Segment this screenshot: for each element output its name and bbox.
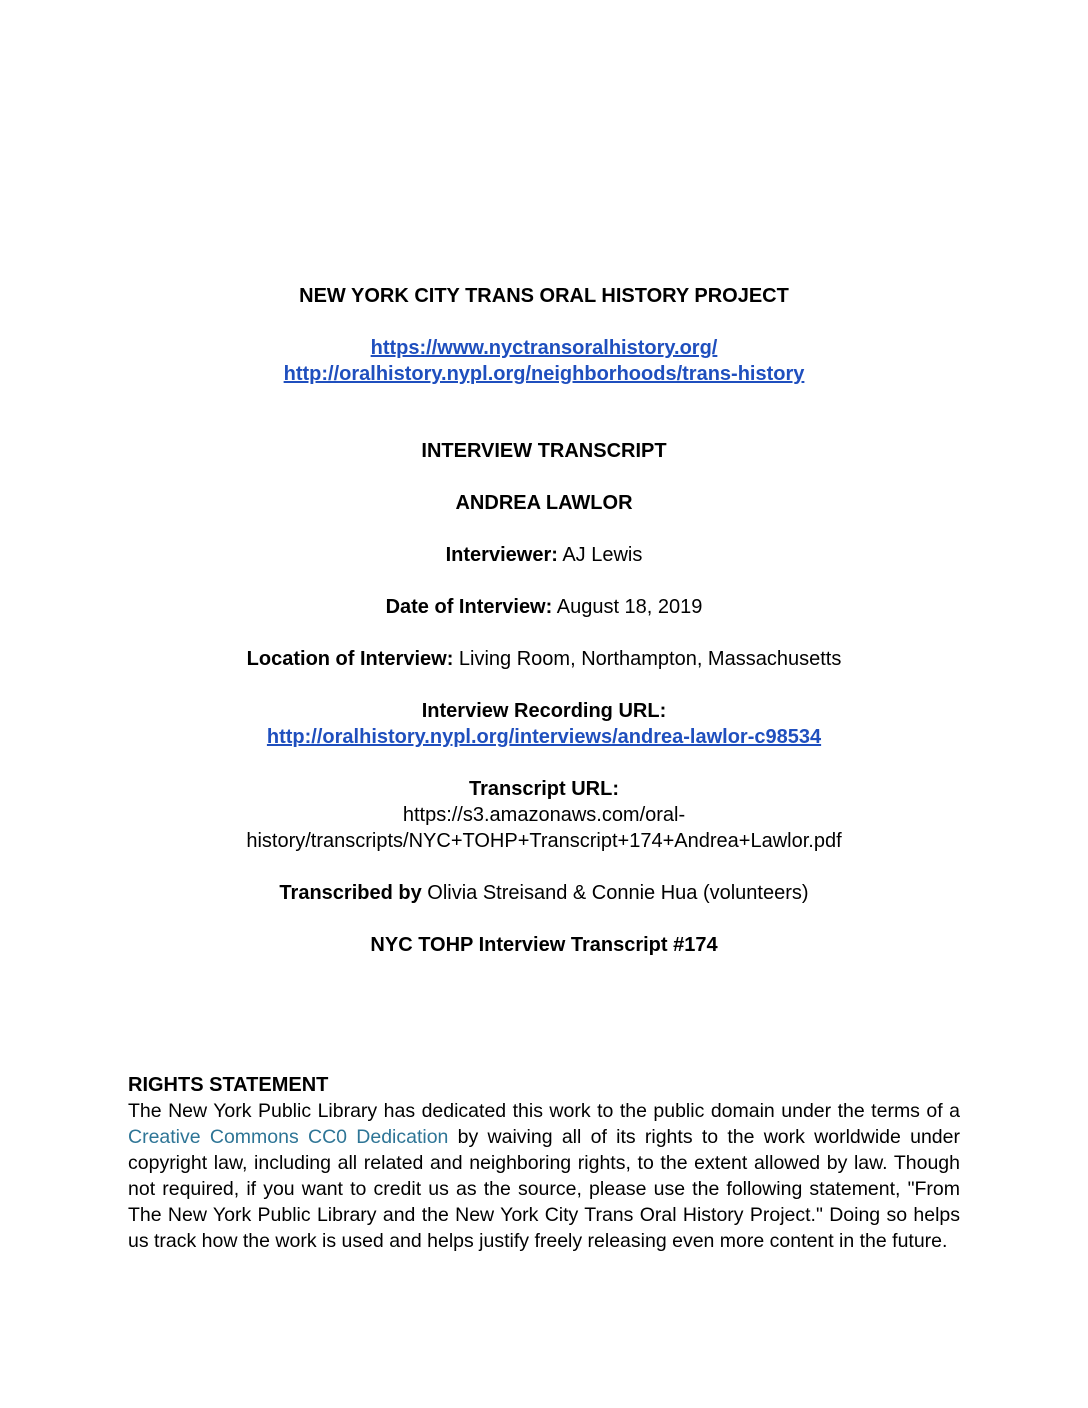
interviewer-row (128, 542, 960, 568)
page-title: NEW YORK CITY TRANS ORAL HISTORY PROJECT (299, 285, 789, 307)
rights-text-before-link: The New York Public Library has dedicated this work to the public domain under the terms of a (128, 1100, 960, 1122)
transcribed-by-row (128, 880, 960, 906)
interviewee-name: ANDREA LAWLOR (455, 492, 633, 514)
location-of-interview-row (128, 646, 960, 672)
neighborhoods-link[interactable]: http://oralhistory.nypl.org/neighborhoods/trans-history (283, 363, 805, 385)
header-link-row (128, 335, 960, 361)
interviewer-value: AJ Lewis (562, 544, 643, 566)
recording-url-link[interactable]: http://oralhistory.nypl.org/interviews/andrea-lawlor-c98534 (266, 726, 822, 748)
transcribed-by-label: Transcribed by (279, 882, 422, 904)
interviewer-label: Interviewer: (445, 544, 558, 566)
transcript-url-line: https://s3.amazonaws.com/oral- (402, 804, 686, 826)
transcript-url-block (128, 776, 960, 854)
recording-url-label: Interview Recording URL: (421, 700, 667, 722)
date-of-interview-row (128, 594, 960, 620)
creative-commons-cc0-link[interactable]: Creative Commons CC0 Dedication (128, 1126, 449, 1148)
location-label: Location of Interview: (246, 648, 454, 670)
header-link-row (128, 361, 960, 387)
section-heading-interview-transcript: INTERVIEW TRANSCRIPT (421, 440, 667, 462)
rights-statement-heading: RIGHTS STATEMENT (128, 1074, 329, 1096)
transcript-url-line: history/transcripts/NYC+TOHP+Transcript+174+Andrea+Lawlor.pdf (246, 830, 842, 852)
recording-url-block (128, 698, 960, 750)
transcribed-by-value: Olivia Streisand & Connie Hua (volunteers) (427, 882, 809, 904)
header-links (128, 335, 960, 387)
transcript-url-label: Transcript URL: (468, 778, 620, 800)
location-value: Living Room, Northampton, Massachusetts (458, 648, 842, 670)
rights-statement-paragraph (128, 1098, 960, 1254)
rights-statement-section (128, 1072, 960, 1254)
transcript-number: NYC TOHP Interview Transcript #174 (370, 934, 718, 956)
rights-text-after-link: by waiving all of its rights to the work worldwide under copyright law, including all related and neighboring rights, to the extent allowed by law. Though not required, if you want to credit us as the source, please use the following statement, "From The New York Public Library and the New York City Trans Oral History Project." Doing so helps us track how the work is used and helps justify freely releasing even more content in the future. (128, 1126, 960, 1252)
recording-url-row (128, 724, 960, 750)
date-value: August 18, 2019 (556, 596, 703, 618)
project-website-link[interactable]: https://www.nyctransoralhistory.org/ (370, 337, 718, 359)
date-label: Date of Interview: (385, 596, 553, 618)
